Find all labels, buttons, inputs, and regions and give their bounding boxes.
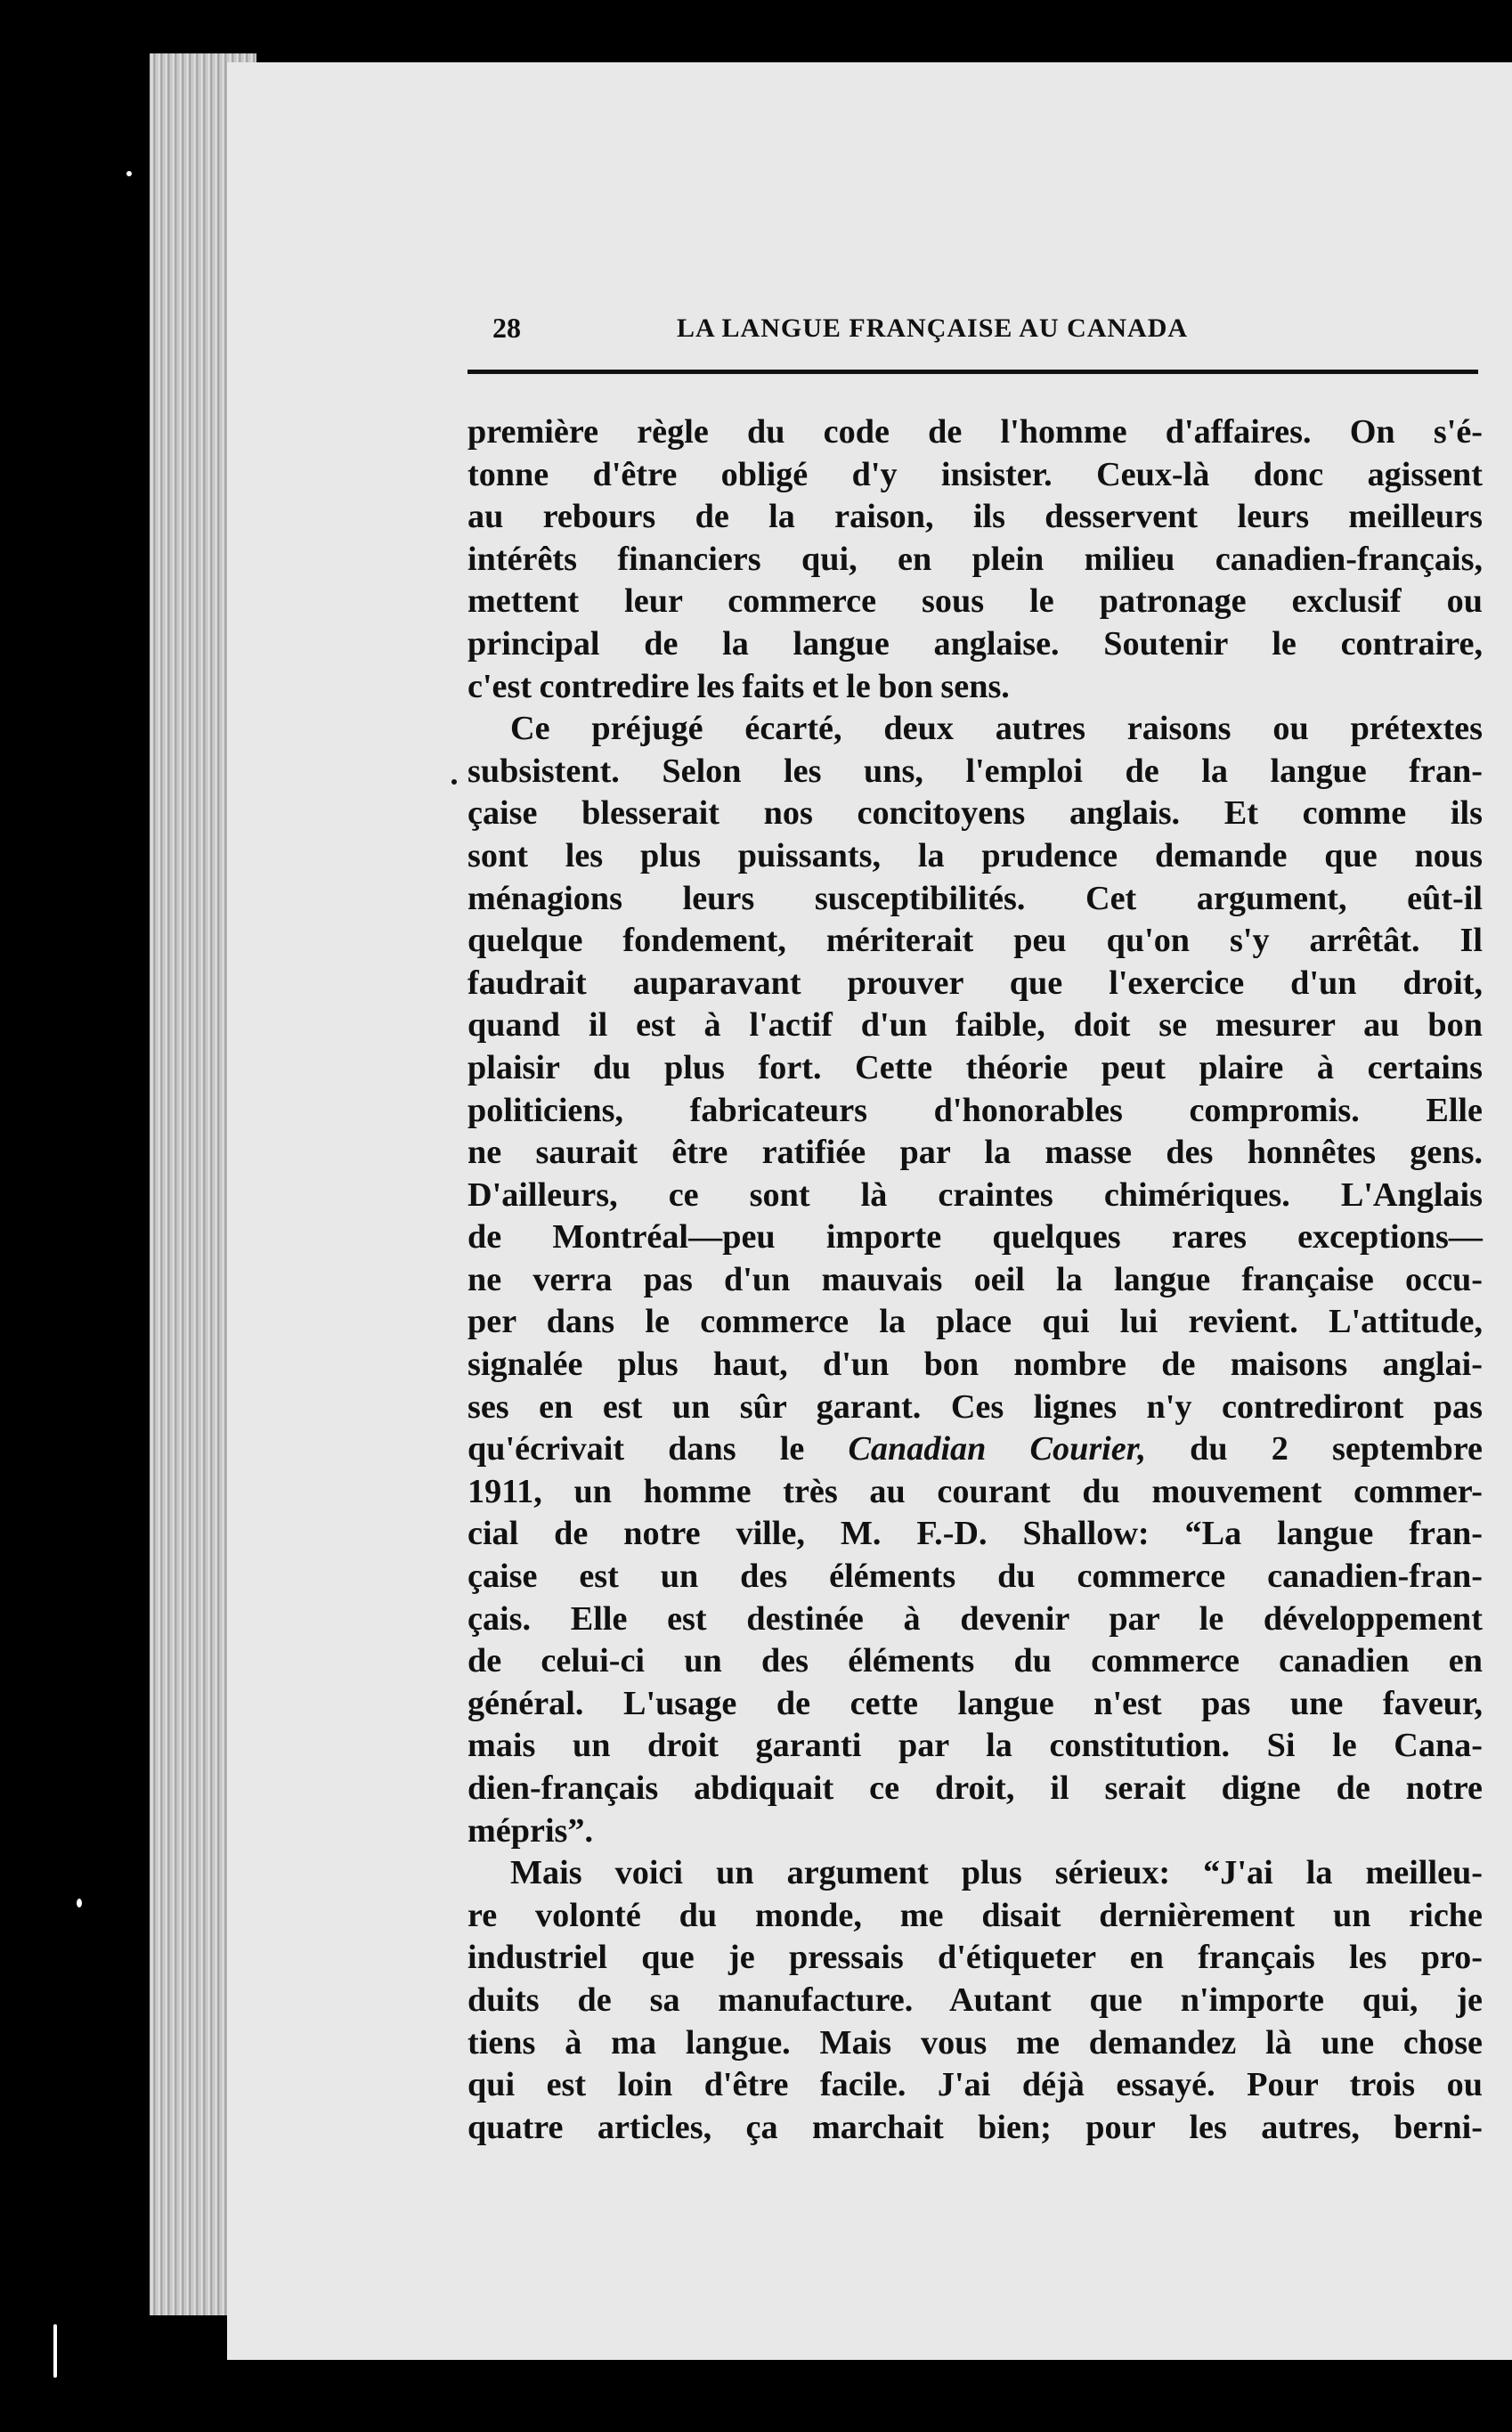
- text-line-with-italic: [467, 1428, 1483, 1471]
- text-line: plaisir du plus fort. Cette théorie peut plaire à certains: [467, 1048, 1483, 1086]
- text-line: quatre articles, ça marchait bien; pour les autres, berni-: [467, 2108, 1483, 2146]
- text-line: cial de notre ville, M. F.-D. Shallow: “La langue fran-: [467, 1515, 1483, 1553]
- text-line: qui est loin d'être facile. J'ai déjà essayé. Pour trois ou: [467, 2066, 1483, 2104]
- running-head: [467, 312, 1478, 358]
- text-line: intérêts financiers qui, en plein milieu canadien-français,: [467, 540, 1483, 578]
- text-line: mettent leur commerce sous le patronage exclusif ou: [467, 582, 1483, 621]
- text-line: faudrait auparavant prouver que l'exercice d'un droit,: [467, 964, 1483, 1002]
- text-line: D'ailleurs, ce sont là craintes chimériques. L'Anglais: [467, 1175, 1483, 1214]
- text-line: signalée plus haut, d'un bon nombre de maisons anglai-: [467, 1346, 1483, 1384]
- text-line: çais. Elle est destinée à devenir par le développement: [467, 1599, 1483, 1638]
- text-line: quelque fondement, mériterait peu qu'on s'y arrêtât. Il: [467, 922, 1483, 960]
- text-line: ménagions leurs susceptibilités. Cet argument, eût-il: [467, 879, 1483, 917]
- text-line: per dans le commerce la place qui lui revient. L'attitude,: [467, 1303, 1483, 1341]
- text-line: mais un droit garanti par la constitution. Si le Cana-: [467, 1727, 1483, 1765]
- text-line: de celui-ci un des éléments du commerce canadien en: [467, 1642, 1483, 1680]
- text-line: Ce préjugé écarté, deux autres raisons ou prétextes: [510, 710, 1483, 748]
- text-line: de Montréal—peu importe quelques rares exceptions—: [467, 1218, 1483, 1257]
- text-line: 1911, un homme très au courant du mouvement commer-: [467, 1472, 1483, 1510]
- text-line: çaise est un des éléments du commerce canadien-fran-: [467, 1558, 1483, 1596]
- scan-speck: [77, 1899, 82, 1907]
- text-line: au rebours de la raison, ils desservent leurs meilleurs: [467, 498, 1483, 536]
- text-line: re volonté du monde, me disait dernièrement un riche: [467, 1896, 1483, 1934]
- text-line: politiciens, fabricateurs d'honorables compromis. Elle: [467, 1091, 1483, 1129]
- text-line: duits de sa manufacture. Autant que n'importe qui, je: [467, 1981, 1483, 2019]
- text-line: dien-français abdiquait ce droit, il serait digne de notre: [467, 1769, 1483, 1807]
- scan-speck: [126, 171, 132, 176]
- text-line: c'est contredire les faits et le bon sens.: [467, 667, 1010, 705]
- text-line: mépris”.: [467, 1811, 594, 1850]
- text-line: ses en est un sûr garant. Ces lignes n'y contrediront pas: [467, 1387, 1483, 1426]
- margin-mark: [451, 779, 457, 785]
- scan-speck: [53, 2324, 57, 2378]
- text-line: général. L'usage de cette langue n'est pas une faveur,: [467, 1684, 1483, 1722]
- text-line: ne verra pas d'un mauvais oeil la langue française occu-: [467, 1260, 1483, 1298]
- text-line: ne saurait être ratifiée par la masse des honnêtes gens.: [467, 1134, 1483, 1172]
- body-text: [467, 411, 1483, 2149]
- text-line: tiens à ma langue. Mais vous me demandez là une chose: [467, 2023, 1483, 2062]
- text-line: çaise blesserait nos concitoyens anglais. Et comme ils: [467, 794, 1483, 833]
- text-line: tonne d'être obligé d'y insister. Ceux-là donc agissent: [467, 455, 1483, 493]
- text-line: subsistent. Selon les uns, l'emploi de la langue fran-: [467, 752, 1483, 790]
- text-line: industriel que je pressais d'étiqueter en français les pro-: [467, 1939, 1483, 1977]
- text-line: sont les plus puissants, la prudence demande que nous: [467, 836, 1483, 874]
- text-line: Mais voici un argument plus sérieux: “J'ai la meilleu-: [510, 1854, 1483, 1892]
- header-rule: [467, 370, 1478, 374]
- text-line: principal de la langue anglaise. Soutenir le contraire,: [467, 624, 1483, 663]
- text-fragment: qu'écrivait dans le: [467, 1430, 849, 1468]
- text-line: première règle du code de l'homme d'affaires. On s'é-: [467, 413, 1483, 451]
- text-line: quand il est à l'actif d'un faible, doit se mesurer au bon: [467, 1006, 1483, 1045]
- page-number: 28: [492, 312, 521, 344]
- running-title: LA LANGUE FRANÇAISE AU CANADA: [677, 313, 1189, 343]
- periodical-title: Canadian Courier,: [848, 1430, 1147, 1468]
- text-fragment: du 2 septembre: [1146, 1430, 1483, 1468]
